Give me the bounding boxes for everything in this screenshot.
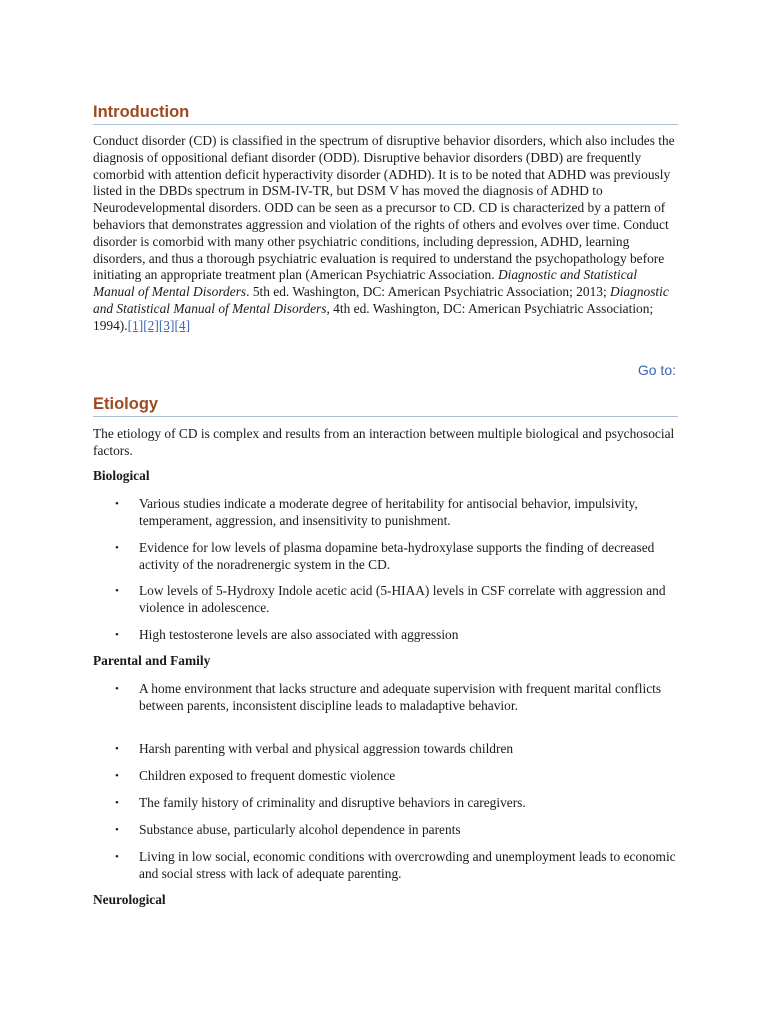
list-item — [115, 540, 679, 574]
section-heading-introduction: Introduction — [93, 103, 678, 125]
list-item-text: Evidence for low levels of plasma dopamine beta-hydroxylase supports the finding of decreased activity of the noradrenergic system in the CD. — [139, 540, 655, 572]
bullet-icon: • — [115, 824, 119, 836]
bullet-icon: • — [115, 683, 119, 695]
list-item-text: Harsh parenting with verbal and physical aggression towards children — [139, 741, 514, 756]
bullet-icon: • — [115, 851, 119, 863]
bullet-icon: • — [115, 585, 119, 597]
bullet-icon: • — [115, 498, 119, 510]
subheading-neurological: Neurological — [93, 892, 166, 907]
list-item — [115, 496, 679, 530]
citation-link-3[interactable]: [3] — [158, 317, 175, 333]
section-heading-etiology: Etiology — [93, 395, 678, 417]
reference-details: , 4th ed. Washington, DC: American Psychiatric Association; 1994). — [93, 300, 654, 333]
etiology-intro-paragraph: The etiology of CD is complex and results from an interaction between multiple biological and psychosocial factors. — [93, 426, 675, 458]
list-item — [115, 681, 679, 715]
bullet-icon: • — [115, 542, 119, 554]
list-item-text: Children exposed to frequent domestic violence — [139, 768, 396, 783]
list-item-text: Substance abuse, particularly alcohol dependence in parents — [139, 822, 461, 837]
bullet-icon: • — [115, 743, 119, 755]
subheading-parental-family: Parental and Family — [93, 653, 211, 668]
list-item — [115, 849, 679, 883]
intro-text: Conduct disorder (CD) is classified in the spectrum of disruptive behavior disorders, which also includes the diagnosis of oppositional defiant disorder (ODD). Disruptive behavior disorders (DBD) are frequently comorbid with attention deficit hyperactivity disorder (ADHD). It is to be noted that ADHD was previously listed in the DBDs spectrum in DSM-IV-TR, but DSM V has moved the diagnosis of ADHD to Neurodevelopmental disorders. ODD can be seen as a precursor to CD. CD is characterized by a pattern of behaviors that demonstrates aggression and violation of the rights of others and evolves over time. Conduct disorder is comorbid with many other psychiatric conditions, including depression, ADHD, learning disorders, and thus a thorough psychiatric evaluation is required to understand the psychopathology before initiating an appropriate treatment plan (American Psychiatric Association. — [93, 133, 675, 283]
list-item — [115, 768, 679, 785]
list-item — [115, 741, 679, 758]
citation-link-2[interactable]: [2] — [143, 317, 159, 333]
list-item-text: The family history of criminality and disruptive behaviors in caregivers. — [139, 795, 526, 810]
list-item — [115, 822, 679, 839]
subheading-biological: Biological — [93, 468, 150, 483]
bullet-icon: • — [115, 770, 119, 782]
list-item-text: Living in low social, economic conditions with overcrowding and unemployment leads to economic and social stress with lack of adequate parenting. — [139, 849, 676, 881]
list-item-text: A home environment that lacks structure and adequate supervision with frequent marital conflicts between parents, inconsistent discipline leads to maladaptive behavior. — [139, 681, 662, 713]
bullet-icon: • — [115, 629, 119, 641]
list-item-text: Various studies indicate a moderate degree of heritability for antisocial behavior, impulsivity, temperament, aggression, and insensitivity to punishment. — [139, 496, 638, 528]
list-item — [115, 795, 679, 812]
bullet-icon: • — [115, 797, 119, 809]
introduction-paragraph — [93, 133, 678, 335]
reference-title: Diagnostic and Statistical Manual of Mental Disorders — [93, 267, 638, 300]
citation-link-1[interactable]: [1] — [127, 317, 144, 333]
list-item — [115, 627, 679, 644]
list-item-text: Low levels of 5-Hydroxy Indole acetic acid (5-HIAA) levels in CSF correlate with aggression and violence in adolescence. — [139, 583, 666, 615]
list-item-text: High testosterone levels are also associated with aggression — [139, 627, 459, 642]
reference-title: Diagnostic and Statistical Manual of Mental Disorders — [93, 284, 669, 316]
goto-link[interactable]: Go to: — [637, 362, 676, 378]
citation-link-4[interactable]: [4] — [174, 317, 191, 333]
reference-details: . 5th ed. Washington, DC: American Psychiatric Association; 2013; — [246, 284, 611, 300]
list-item — [115, 583, 679, 617]
